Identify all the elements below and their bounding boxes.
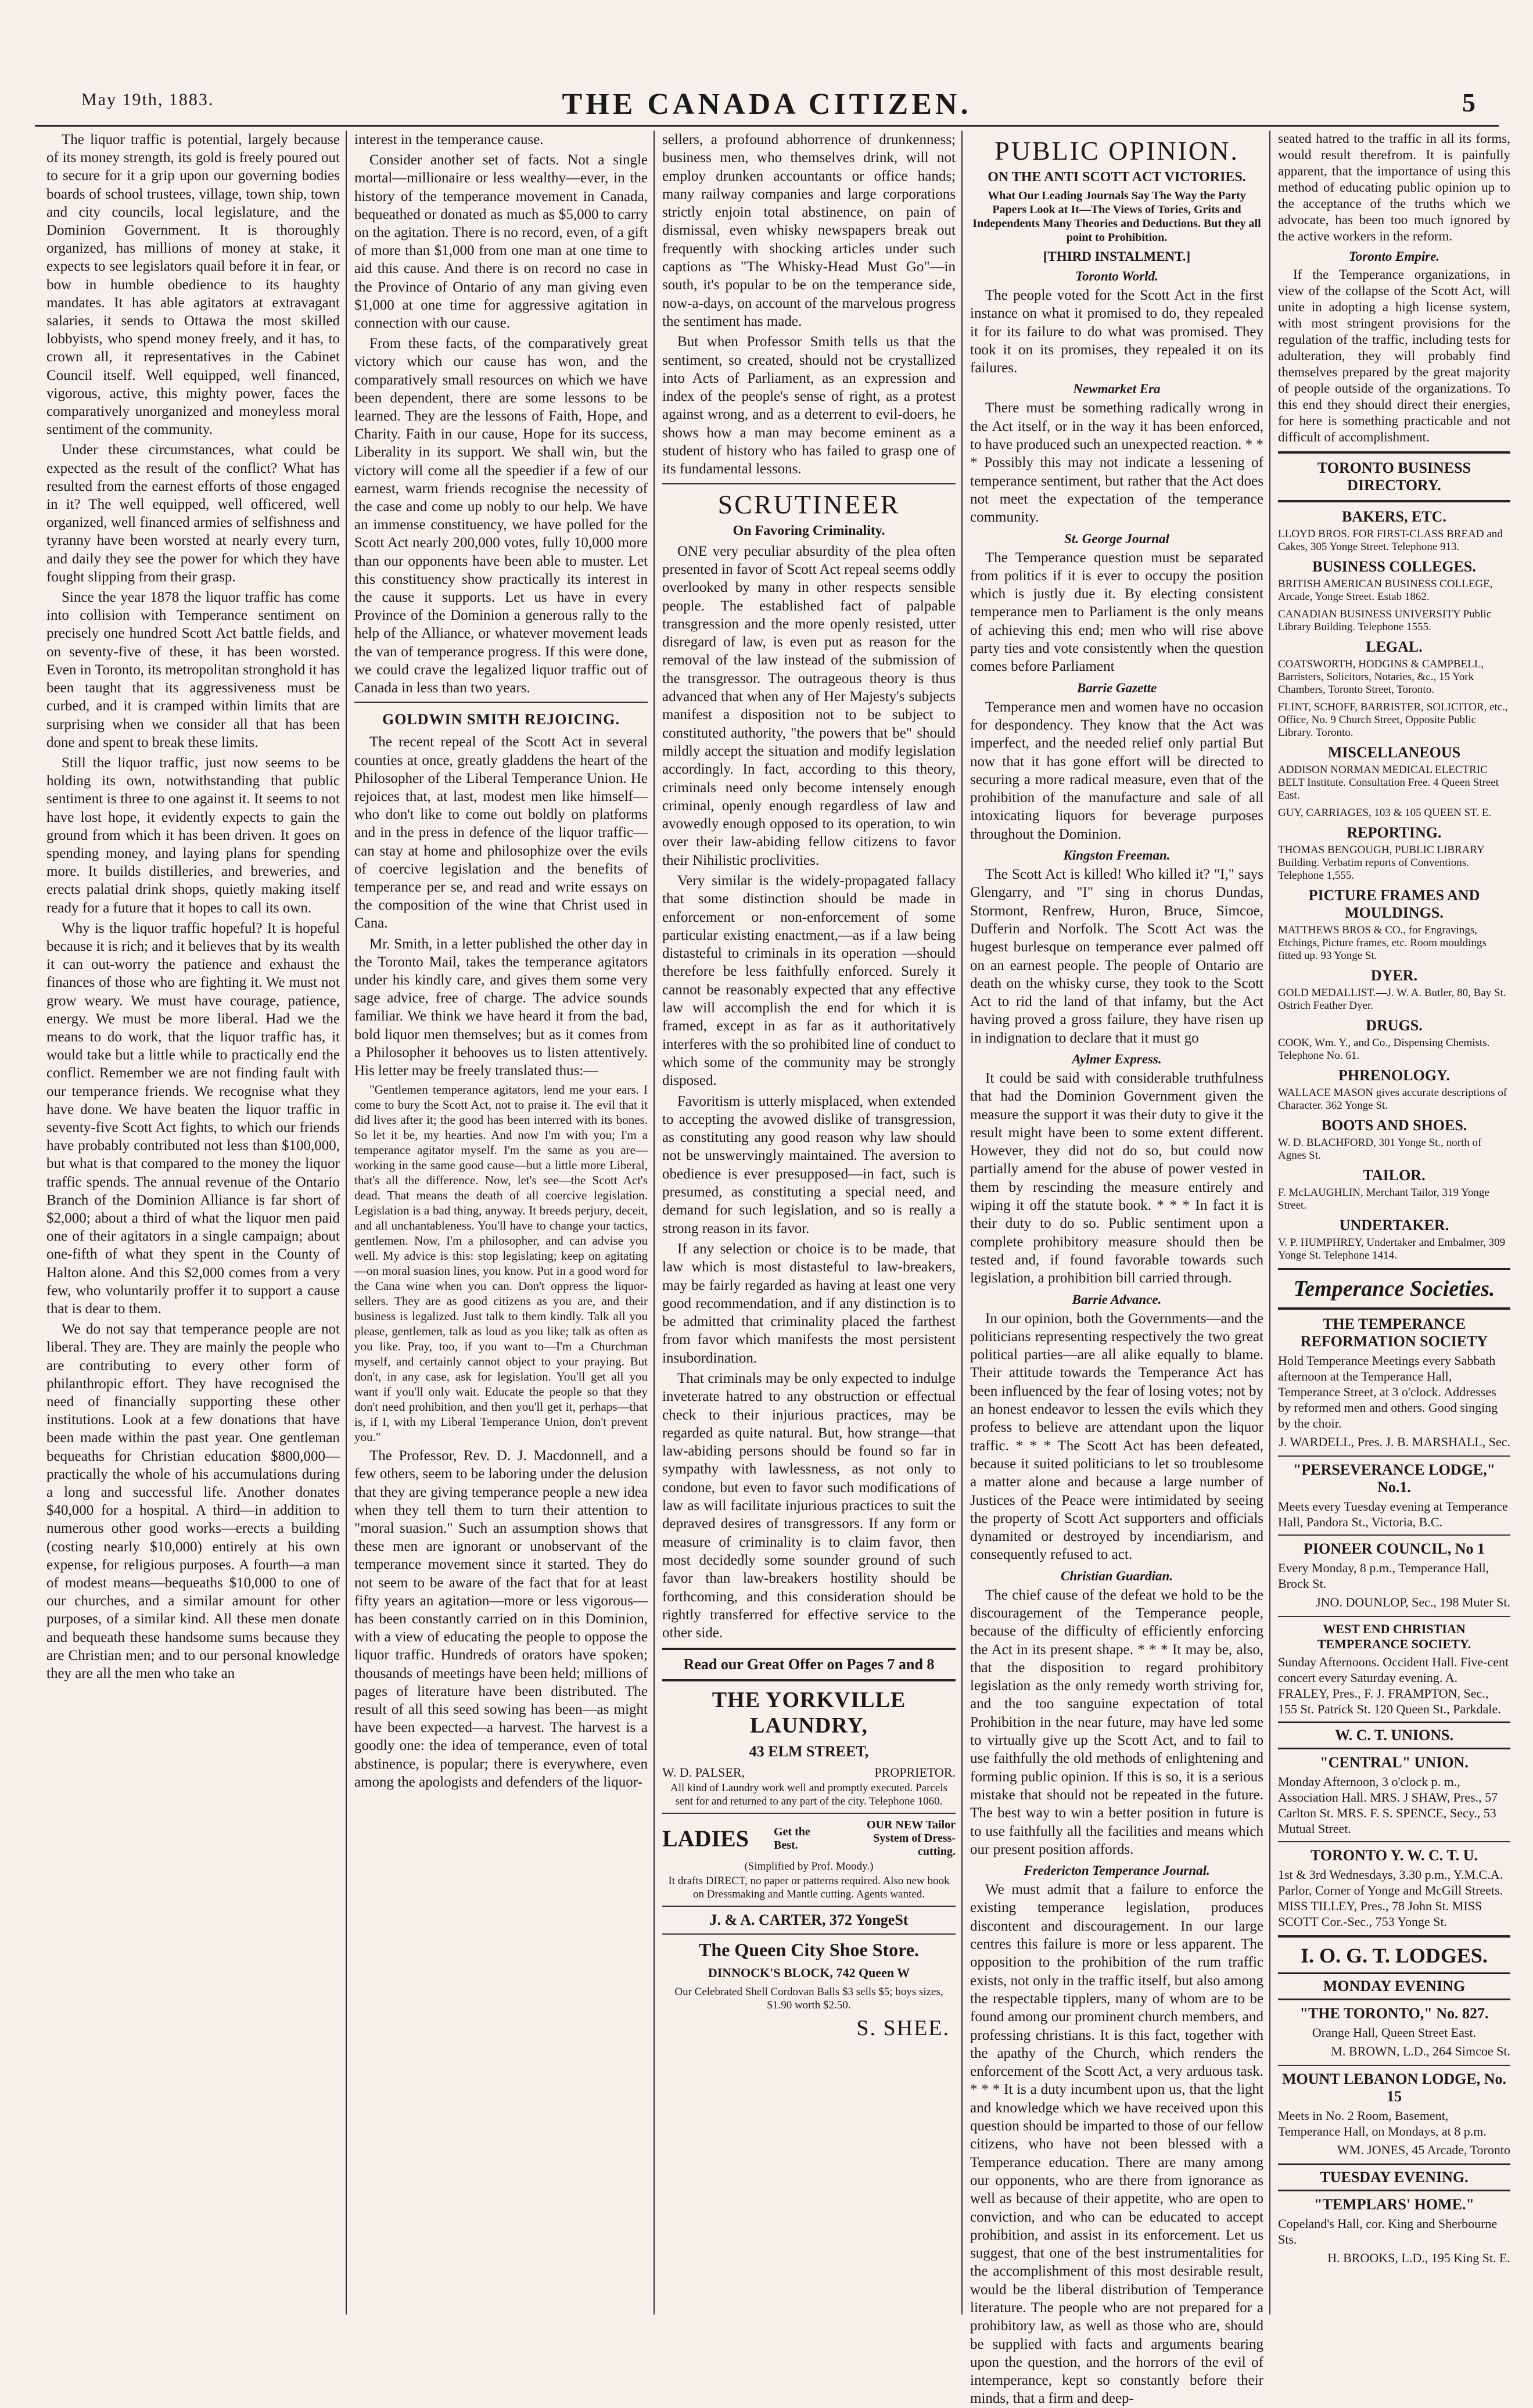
article-paragraph: Still the liquor traffic, just now seems to be holding its own, notwithstanding that public sentiment is three to one against it. It seems to not have lost hope, it evidently expects to gain the ground from which it has been driven. It goes on spending money, and laying plans for spending more. It builds distilleries, and breweries, and erects palatial drink shops, quietly making itself ready for a future that it hopes to call its own. (46, 754, 340, 916)
article-subheadline: ON THE ANTI SCOTT ACT VICTORIES. (988, 170, 1246, 185)
article-paragraph: There must be something radically wrong in the Act itself, or in the way it has been enforced, to have produced such an unexpected reaction. * * * Possibly this may not indicate a lessening of temperance sentiment, but rather that the Act does not meet the expectation of the temperance community. (970, 400, 1263, 526)
directory-category: UNDERTAKER. (1339, 1217, 1449, 1234)
society-text: Monday Afternoon, 3 o'clock p. m., Association Hall. MRS. J SHAW, Pres., 57 Carlton St. MRS. F. S. SPENCE, Secy., 53 Mutual Street. (1278, 1774, 1498, 1836)
section-rule (1278, 500, 1510, 502)
article-paragraph: ONE very peculiar absurdity of the plea often presented in favor of Scott Act repeal seems oddly overlooked by many in other respects sensible people. The established fact of palpable transgression and the more openly resisted, utter disregard of law, is even put as reason for the removal of the law instead of the submission of the transgressor. The outrageous theory is thus advanced that when any of Her Majesty's subjects manifest a disposition not to be subject to constituted authority, "the powers that be" should mildly accept the situation and modify legislation accordingly. In fact, according to this theory, criminals need only become intensely enough criminal, openly enough regardless of law and avowedly enough opposed to its operation, to win over their law-abiding fellow citizens to favor their Nihilistic proclivities. (662, 543, 956, 868)
directory-entry: BRITISH AMERICAN BUSINESS COLLEGE, Arcade, Yonge Street. Estab 1862. (1278, 578, 1493, 603)
society-title: PIONEER COUNCIL, No 1 (1303, 1540, 1485, 1557)
section-rule (1278, 1534, 1510, 1536)
society-officers: H. BROOKS, L.D., 195 King St. E. (1327, 2251, 1510, 2265)
column-1 (46, 131, 340, 2314)
directory-entry: ADDISON NORMAN MEDICAL ELECTRIC BELT Institute. Consultation Free. 4 Queen Street East. (1278, 764, 1499, 802)
source-label: Kingston Freeman. (1063, 848, 1171, 863)
shoe-store-ad-title: The Queen City Shoe Store. (699, 1939, 919, 1961)
article-paragraph: seated hatred to the traffic in all its forms, would result therefrom. It is painfully apparent, that the importance of using this method of educating public opinion up to the acceptance of the truths which we advocate, has been too much ignored by the active workers in the reform. (1278, 131, 1510, 243)
article-paragraph: We must admit that a failure to enforce the existing temperance legislation, produces discontent and discouragement. In our large centres this failure is more or less apparent. The opposition to the prohibition of the rum traffic exists, not only in the traffic itself, but also among the respectable tipplers, many of whom are to be found among our prominent church members, and professing christians. It is this fact, together with the apathy of the Church, which renders the enforcement of the Scott Act, a very arduous task. * * * It is a duty incumbent upon us, that the light and knowledge which we have received upon this question should be imparted to those of our fellow citizens, who have not been blessed with a Temperance education. There are many among our opponents, who are there from ignorance as well as because of their appetite, who are open to conviction, and who can be educated to accept prohibition, and assist in its enforcement. Let us suggest, that one of the best instrumentalities for the accomplishment of this most desirable result, would be the liberal distribution of Temperance literature. The people who are not prepared for a prohibitory law, as well as those who are, should be supplied with facts and arguments bearing upon the question, and the horrors of the evil of intemperance, kept so constantly before their minds, that a firm and deep- (970, 1882, 1263, 2407)
source-label: Christian Guardian. (1060, 1568, 1173, 1583)
society-officers: M. BROWN, L.D., 264 Simcoe St. (1331, 2044, 1510, 2058)
source-label: Toronto Empire. (1348, 249, 1440, 264)
societies-heading: Temperance Societies. (1293, 1277, 1495, 1301)
masthead-rule (35, 125, 1499, 127)
society-title: "THE TORONTO," No. 827. (1299, 2005, 1489, 2022)
ladies-ad-text: It drafts DIRECT, no paper or patterns required. Also new book on Dressmaking and Mantle cutting. Agents wanted. (668, 1875, 950, 1901)
society-text: 1st & 3rd Wednesdays, 3.30 p.m., Y.M.C.A. Parlor, Corner of Yonge and McGill Streets. MISS TILLEY, Pres., 78 John St. MISS SCOTT Cor.-Sec., 753 Yonge St. (1278, 1867, 1503, 1929)
directory-category: LEGAL. (1366, 638, 1423, 655)
society-banner: TUESDAY EVENING. (1278, 2163, 1510, 2191)
article-paragraph: Favoritism is utterly misplaced, when extended to accepting the avowed dislike of transgression, as constituting any good reason why law should not be unswervingly maintained. The aversion to obedience is ever presupposed—in fact, such is presumed, as constituting a special need, and demand for such legislation, and so is really a strong reason in its favor. (662, 1093, 956, 1237)
directory-title: TORONTO BUSINESS DIRECTORY. (1317, 459, 1471, 494)
article-paragraph: Temperance men and women have no occasion for despondency. They know that the Act was imperfect, and the needed relief only partial But now that it has gone effort will be directed to securing a more radical measure, even that of the prohibition of the manufacture and sale of all intoxicating liquors for beverage purposes throughout the Dominion. (970, 699, 1263, 842)
quoted-letter: "Gentlemen temperance agitators, lend me your ears. I come to bury the Scott Act, not to praise it. The evil that it did lives after it; the good has been interred with its bones. So let it be, my hearties. And now I'm with you; I'm a temperance agitator myself. I'm the same as you are—working in the same good cause—but a little more Liberal, that's all the difference. Now, let's see—the Scott Act's dead. That means the death of all coercive legislation. Legislation is a bad thing, anyway. It breeds perjury, deceit, and all unchantableness. You'll have to change your tactics, gentlemen. Now, I'm a philosopher, and can advise you well. My advice is this: stop legislating; keep on agitating—on moral suasion lines, you know. Put in a good word for the Cana wine when you can. Don't oppress the liquor-sellers. They are as good citizens as you are, and their business is legalized. Just talk to them kindly. Talk all you please, gentlemen, talk as loud as you like; talk as often as you like. Pray, too, if you want to—I'm a Churchman myself, and certainly cannot object to your praying. But don't, in any case, ask for legislation. You'll get all you want if you'll only wait. Educate the people so that they don't need prohibition, and then you'll get it, perhaps—that is, if I, with my Liberal Temperance Union, don't prevent you." (354, 1083, 648, 1444)
instalment-label: [THIRD INSTALMENT.] (1043, 249, 1191, 264)
directory-entry: F. McLAUGHLIN, Merchant Tailor, 319 Yonge Street. (1278, 1187, 1489, 1212)
article-paragraph: Under these circumstances, what could be expected as the result of the conflict? What has resulted from the earnest efforts of those engaged in it? The well equipped, well officered, well organized, well financed armies of selfishness and tyranny have been worsted at nearly every turn, and daily they see the power for which they have fought slipping from their grasp. (46, 442, 340, 585)
directory-category: BAKERS, ETC. (1342, 508, 1446, 525)
article-paragraph: The Temperance question must be separated from politics if it is ever to occupy the position which is justly due it. By electing consistent temperance men to Parliament is the only means of achieving this end; men who will rise above party ties and vote consistently when the question comes before Parliament (970, 549, 1263, 675)
shoe-store-ad-owner: S. SHEE. (856, 2016, 950, 2041)
society-text: Meets in No. 2 Room, Basement, Temperance Hall, on Mondays, at 8 p.m. (1278, 2108, 1487, 2139)
society-title: WEST END CHRISTIAN TEMPERANCE SOCIETY. (1317, 1622, 1471, 1651)
source-label: Barrie Gazette (1076, 680, 1157, 695)
section-rule (662, 1933, 956, 1935)
directory-category: TAILOR. (1363, 1167, 1426, 1184)
directory-category: MISCELLANEOUS (1327, 744, 1461, 761)
article-paragraph: Very similar is the widely-propagated fallacy that some distinction should be made in enforcement or non-enforcement of some particular existing enactment,—as if a law being distasteful to criminals in its operation —should therefore be less faithfully enforced. Surely it cannot be reasonably expected that any effective law will accomplish the end for which it is framed, except in as far as it authoritatively interferes with the so prohibited line of conduct to which some of the community may be strongly disposed. (662, 872, 956, 1089)
society-text: Every Monday, 8 p.m., Temperance Hall, Brock St. (1278, 1561, 1489, 1591)
section-rule (662, 1906, 956, 1907)
society-text: Orange Hall, Queen Street East. (1312, 2025, 1477, 2040)
article-paragraph: interest in the temperance cause. (354, 132, 544, 148)
article-deck: What Our Leading Journals Say The Way the Party Papers Look at It—The Views of Tories, Grits and Independents Many Theories and Deductions. But they all point to Prohibition. (972, 189, 1261, 244)
society-title: TORONTO Y. W. C. T. U. (1310, 1847, 1478, 1864)
ladies-ad-owner: J. & A. CARTER, 372 YongeSt (709, 1911, 909, 1929)
column-4 (970, 131, 1263, 2407)
article-paragraph: Consider another set of facts. Not a single mortal—millionaire or less wealthy—ever, in the history of the temperance movement in Canada, bequeathed or donated as much as $5,000 to carry on the agitation. There is no record, even, of a gift of more than $1,000 from one man at one time to aid this cause. And there is on record no case in the Province of Ontario of any man giving even $1,000 at one time for aggressive agitation in connection with our cause. (354, 152, 648, 332)
society-officers: J. WARDELL, Pres. J. B. MARSHALL, Sec. (1279, 1435, 1510, 1449)
directory-entry: GOLD MEDALLIST.—J. W. A. Butler, 80, Bay St. Ostrich Feather Dyer. (1278, 987, 1506, 1012)
article-paragraph: The Professor, Rev. D. J. Macdonnell, and a few others, seem to be laboring under the delusion that they are giving temperance people a new idea when they tell them to turn their attention to "moral suasion." Such an assumption shows that these men are ignorant or unobservant of the temperance movement since it started. They do not seem to be aware of the fact that for at least fifty years an agitation—more or less vigorous—has been constantly carried on in this Dominion, with a view of educating the people to oppose the liquor traffic. Hundreds of orators have spoken; thousands of meetings have been held; millions of pages of literature have been distributed. The result of all this seed sowing has been—as might have been expected—a harvest. The harvest is a goodly one: the idea of temperance, even of total abstinence, is popular; there is everywhere, even among the apologists and defenders of the liquor- (354, 1448, 648, 1790)
directory-entry: CANADIAN BUSINESS UNIVERSITY Public Library Building. Telephone 1555. (1278, 608, 1492, 633)
article-paragraph: Why is the liquor traffic hopeful? It is hopeful because it is rich; and it believes that by its wealth it can out-worry the patience and exhaust the finances of those who are fighting it. We must not grow weary. We must have courage, patience, energy. We must be more liberal. Had we the means to do work, that the liquor traffic has, it would take but a little while to practically end the conflict. Remember we are not finding fault with our temperance friends. We recognise what they have done. We have beaten the liquor traffic in seventy-five Scott Act fights, to which our friends have probably contributed not less than $100,000, but what is that compared to the money the liquor traffic spends. The annual revenue of the Ontario Branch of the Dominion Alliance is far short of $2,000; about a third of what the liquor men paid one of their agitators in a single campaign; about one-fifth of what they spent in the County of Halton alone. And this $2,000 comes from a very few, who voluntarily proffer it to support a cause that is dear to them. (46, 920, 340, 1317)
column-divider (654, 131, 655, 2314)
society-officers: WM. JONES, 45 Arcade, Toronto (1337, 2143, 1510, 2157)
article-paragraph: The people voted for the Scott Act in the first instance on what it promised to do, they repealed it for its failure to do what was promised. They took it on its promises, they repealed it on its failures. (970, 287, 1263, 376)
page-number: 5 (1462, 88, 1475, 117)
directory-entry: GUY, CARRIAGES, 103 & 105 QUEEN ST. E. (1278, 807, 1492, 819)
section-rule (1278, 2065, 1510, 2066)
society-title: THE TEMPERANCE REFORMATION SOCIETY (1300, 1316, 1488, 1350)
directory-entry: W. D. BLACHFORD, 301 Yonge St., north of Agnes St. (1278, 1137, 1482, 1162)
society-banner: MONDAY EVENING (1278, 1972, 1510, 2000)
article-paragraph: If the Temperance organizations, in view of the collapse of the Scott Act, will unite in adopting a high license system, with most stringent provisions for the regulation of the traffic, including tests for adulteration, they will probably find themselves prepared by the great majority of people outside of the organizations. To this end they should direct their energies, for here is something practicable and not difficult of accomplishment. (1278, 267, 1510, 444)
laundry-ad-title: THE YORKVILLE LAUNDRY, (712, 1688, 906, 1738)
section-rule (1278, 1935, 1510, 1938)
directory-category: PICTURE FRAMES AND MOULDINGS. (1308, 887, 1480, 921)
source-label: St. George Journal (1064, 531, 1169, 546)
section-rule (662, 1648, 956, 1650)
source-label: Toronto World. (1075, 269, 1158, 283)
article-headline: GOLDWIN SMITH REJOICING. (382, 711, 620, 728)
section-rule (1278, 1841, 1510, 1842)
society-text: Copeland's Hall, cor. King and Sherbourne Sts. (1278, 2216, 1498, 2247)
section-rule (1278, 1268, 1510, 1270)
section-rule (662, 1813, 956, 1814)
directory-category: BOOTS AND SHOES. (1321, 1117, 1467, 1134)
ladies-ad-title: LADIES (662, 1825, 749, 1852)
article-headline: SCRUTINEER (717, 489, 900, 519)
newspaper-title: THE CANADA CITIZEN. (562, 88, 972, 121)
column-2 (354, 131, 648, 2314)
directory-entry: FLINT, SCHOFF, BARRISTER, SOLICITOR, etc., Office, No. 9 Church Street, Opposite Public Library. Toronto. (1278, 701, 1508, 739)
laundry-ad-owner: W. D. PALSER, (662, 1765, 745, 1780)
laundry-ad-text: All kind of Laundry work well and promptly executed. Parcels sent for and returned to any part of the city. Telephone 1060. (670, 1782, 947, 1808)
masthead (35, 87, 1499, 128)
directory-entry: V. P. HUMPHREY, Undertaker and Embalmer, 309 Yonge St. Telephone 1414. (1278, 1237, 1506, 1261)
article-paragraph: That criminals may be only expected to indulge inveterate hatred to any obstruction or effectual check to their injurious practices, may be regarded as quite natural. But, how strange—that law-abiding persons should be found so far in sympathy with lawlessness, as not only to condone, but even to favor such modifications of law as will facilitate injurious practices to suit the depraved desires of transgressors. If any form or measure of criminality is to claim favor, then most decidedly some sounder ground of such favor than law-breakers hostility should be forthcoming, and this consideration should be rightly transferred for effective service to the other side. (662, 1371, 956, 1641)
directory-entry: COATSWORTH, HODGINS & CAMPBELL, Barristers, Solicitors, Notaries, &c., 15 York Chambers, Toronto Street, Toronto. (1278, 658, 1484, 696)
article-paragraph: The liquor traffic is potential, largely because of its money strength, its gold is freely poured out to secure for it a grip upon our governing bodies boards of school trustees, village, town ship, town and city councils, local legislature, and the Dominion Government. It is thoroughly organized, has millions of money at stake, it expects to see legislators quail before it in fear, or bow in humble obedience to its haughty mandates. It has able agitators at extravagant salaries, it sends to Ottawa the most skilled lobbyists, who spend money freely, and it has, to crown all, it representatives in the Cabinet Council itself. Well equipped, well financed, vigorous, active, this mighty power, faces the comparatively unorganized and moneyless moral sentiment of the community. (46, 132, 340, 438)
society-title: "PERSEVERANCE LODGE," No.1. (1293, 1461, 1496, 1496)
article-headline: PUBLIC OPINION. (995, 136, 1239, 166)
column-divider (1269, 131, 1270, 2314)
section-rule (1278, 1455, 1510, 1457)
ladies-ad-tagline: Get the Best. (773, 1825, 810, 1852)
laundry-ad-role: PROPRIETOR. (874, 1765, 956, 1780)
source-label: Newmarket Era (1073, 382, 1161, 397)
column-5 (1278, 131, 1510, 2314)
shoe-store-ad-text: Our Celebrated Shell Cordovan Balls $3 sells $5; boys sizes, $1.90 worth $2.50. (674, 1986, 943, 2012)
laundry-ad-address: 43 ELM STREET, (749, 1743, 869, 1760)
directory-category: PHRENOLOGY. (1338, 1067, 1450, 1084)
section-rule (354, 702, 648, 703)
directory-entry: THOMAS BENGOUGH, PUBLIC LIBRARY Building. Verbatim reports of Conventions. Telephone 1,555. (1278, 844, 1485, 882)
society-title: I. O. G. T. LODGES. (1301, 1944, 1488, 1967)
source-label: Barrie Advance. (1072, 1292, 1162, 1307)
issue-date: May 19th, 1883. (81, 90, 214, 109)
section-rule (1278, 1307, 1510, 1310)
article-paragraph: In our opinion, both the Governments—and the politicians representing respectively the two great political parties—are all alike equally to blame. Their attitude towards the Temperance Act has been influenced by the fear of losing votes; not by an honest endeavor to lessen the evils which they profess to believe are attendant upon the liquor traffic. * * * The Scott Act has been defeated, because it suited politicians to let so troublesome a matter alone and because a large number of Justices of the Peace were intimidated by seeing the property of Scott Act supporters and officials dynamited or destroyed by incendiarism, and consequently refused to act. (970, 1310, 1263, 1563)
society-text: Meets every Tuesday evening at Temperance Hall, Pandora St., Victoria, B.C. (1278, 1499, 1508, 1529)
ladies-ad-system: OUR NEW Tailor System of Dress-cutting. (866, 1818, 956, 1859)
directory-category: REPORTING. (1347, 824, 1442, 841)
article-paragraph: Since the year 1878 the liquor traffic has come into collision with Temperance sentiment on precisely one hundred Scott Act battle fields, and on seventy-five of these, it has been worsted. Even in Toronto, its metropolitan stronghold it has been taught that its aggressiveness must be curbed, and it is cramped within limits that are surprising when we consider all that has been done and spent to break these limits. (46, 590, 340, 750)
directory-category: DYER. (1370, 967, 1418, 984)
section-rule (1278, 451, 1510, 454)
source-label: Aylmer Express. (1072, 1051, 1162, 1066)
laundry-ad-owner-row (662, 1765, 956, 1780)
society-title: "CENTRAL" UNION. (1320, 1754, 1469, 1771)
directory-category: BUSINESS COLLEGES. (1312, 558, 1476, 575)
directory-entry: COOK, Wm. Y., and Co., Dispensing Chemists. Telephone No. 61. (1278, 1037, 1490, 1062)
article-paragraph: The recent repeal of the Scott Act in several counties at once, greatly gladdens the heart of the Philosopher of the Liberal Temperance Union. He rejoices that, at last, modest men like himself—who don't like to come out boldly on platforms and in the press in defence of the liquor traffic—can stay at home and philosophize over the evils of coercive legislation and the benefits of temperance per se, and read and write essays on the composition of the wine that Christ used in Cana. (354, 734, 648, 932)
society-text: Hold Temperance Meetings every Sabbath afternoon at the Temperance Hall, Temperance Street, at 3 o'clock. Addresses by reformed men and others. Good singing by the choir. (1278, 1353, 1498, 1431)
article-paragraph: But when Professor Smith tells us that the sentiment, so created, should not be crystallized into Acts of Parliament, as an expression and index of the people's sense of right, as a protest against wrong, and as a deterrent to evil-doers, he shows how a man may become eminent as a student of history who has failed to grasp one of its fundamental lessons. (662, 334, 956, 477)
directory-category: DRUGS. (1366, 1017, 1423, 1034)
society-banner: W. C. T. UNIONS. (1278, 1721, 1510, 1749)
ladies-ad-subtitle: (Simplified by Prof. Moody.) (744, 1860, 874, 1873)
article-paragraph: From these facts, of the comparatively great victory which our cause has won, and the comparatively small resources on which we have been dependent, there are some lessons to be learned. They are the lessons of Faith, Hope, and Charity. Faith in our cause, Hope for its success, Liberality in its support. We shall win, but the victory will come all the speedier if a few of our earnest, warm friends recognise the necessity of the case and come up nobly to our help. We have an immense constituency, we have polled for the Scott Act nearly 200,000 votes, fully 10,000 more than our opponents have been able to muster. Let this constituency show practically its interest in the cause it supports. Let us have in every Province of the Dominion a generous rally to the help of the Alliance, or whatever movement leads the van of temperance progress. If this were done, we could crave the legalized liquor traffic out of Canada in less than two years. (354, 336, 648, 696)
directory-entry: MATTHEWS BROS & CO., for Engravings, Etchings, Picture frames, etc. Room mouldings fitted up. 93 Yonge St. (1278, 924, 1487, 962)
article-paragraph: We do not say that temperance people are not liberal. They are. They are mainly the people who are contributing to every other form of philanthropic effort. They have recognised the need of financially supporting these other institutions. Look at a few donations that have been made within the past year. One gentleman bequeaths for Christian education $800,000—practically the whole of his accumulations during a long and successful life. Another donates $40,000 for a hospital. A third—in addition to numerous other good works—erects a building (costing nearly $10,000) entirely at his own expense, for religious purposes. A fourth—a man of modest means—bequeaths $10,000 to one of our churches, and a similar amount for other purposes, of a similar kind. All these men donate and bequeath these handsome sums because they are Christian men; and to our personal knowledge they are all the men who take an (46, 1321, 340, 1682)
source-label: Fredericton Temperance Journal. (1024, 1863, 1210, 1878)
article-paragraph: Mr. Smith, in a letter published the other day in the Toronto Mail, takes the temperance agitators under his kindly care, and gives them some very sage advice, free of charge. The advice sounds familiar. We think we have heard it from the bad, bold liquor men themselves; but as it comes from a Philosopher it behooves us to listen attentively. His letter may be freely translated thus:— (354, 936, 648, 1079)
column-3 (662, 131, 956, 2314)
article-paragraph: It could be said with considerable truthfulness that had the Dominion Government given the measure the support it was their duty to give it the result might have been to some extent different. However, they did not do so, but could now partially amend for the abuse of power vested in them by rescinding the measure entirely and wiping it off the statute book. * * * In fact it is their duty to do so. Public sentiment upon a complete prohibitory measure should then be tested and, if found favorable towards such legislation, a prohibition bill carried through. (970, 1070, 1263, 1286)
article-paragraph: If any selection or choice is to be made, that law which is most distasteful to law-breakers, may be fairly regarded as having at least one very good recommendation, and if any distinction is to be admitted that criminality placed the farthest from favor which manifests the most persistent insubordination. (662, 1241, 956, 1366)
article-paragraph: The chief cause of the defeat we hold to be the discouragement of the Temperance people, because of the difficulty of efficiently enforcing the Act in its present shape. * * * It may be, also, that the disposition to regard prohibitory legislation as the only remedy worth striving for, and the too sanguine expectation of total Prohibition in the near future, may have led some to virtually give up the Scott Act, and to fail to use faithfully the old methods of enlightening and forming public opinion. If this is so, it is a serious mistake that should not be repeated in the future. The best way to win a better position in future is to use faithfully all the facilities and means which our present position affords. (970, 1587, 1263, 1857)
article-subheadline: On Favoring Criminality. (733, 523, 885, 538)
section-rule (662, 1679, 956, 1681)
society-text: Sunday Afternoons. Occident Hall. Five-cent concert every Saturday evening. A. FRALEY, Pres., F. J. FRAMPTON, Sec., 155 St. Patrick St. 120 Queen St., Parkdale. (1278, 1655, 1509, 1716)
column-divider (961, 131, 963, 2314)
section-rule (1278, 1616, 1510, 1617)
society-officers: JNO. DOUNLOP, Sec., 198 Muter St. (1316, 1595, 1510, 1609)
society-title: MOUNT LEBANON LODGE, No. 15 (1282, 2071, 1506, 2105)
directory-entry: WALLACE MASON gives accurate descriptions of Character. 362 Yonge St. (1278, 1087, 1507, 1112)
article-paragraph: The Scott Act is killed! Who killed it? "I," says Glengarry, and "I" sing in chorus Dundas, Stormont, Renfrew, Huron, Bruce, Simcoe, Dufferin and Norfolk. The Scott Act was the hugest burlesque on temperance ever palmed off on an earnest people. The people of Ontario are death on the whisky curse, they took to the Scott Act to rid the land of that infamy, but the Act having proved a gross failure, they have risen up in indignation to declare that it must go (970, 867, 1263, 1046)
column-divider (346, 131, 347, 2314)
ladies-ad-header (662, 1818, 956, 1859)
offer-notice: Read our Great Offer on Pages 7 and 8 (683, 1656, 935, 1673)
shoe-store-ad-address: DINNOCK'S BLOCK, 742 Queen W (708, 1965, 910, 1981)
article-paragraph: sellers, a profound abhorrence of drunkenness; business men, who themselves drink, will not employ drunken accountants or office hands; many railway companies and large corporations strictly enjoin total abstinence, on pain of dismissal, even whisky newspapers break out frequently with shocking articles under such captions as "The Whisky-Head Must Go"—in south, it's popular to be on the temperance side, now-a-days, on account of the marvelous progress the sentiment has made. (662, 132, 956, 329)
directory-entry: LLOYD BROS. FOR FIRST-CLASS BREAD and Cakes, 305 Yonge Street. Telephone 913. (1278, 528, 1503, 553)
society-title: "TEMPLARS' HOME." (1314, 2196, 1474, 2213)
section-rule (662, 483, 956, 484)
